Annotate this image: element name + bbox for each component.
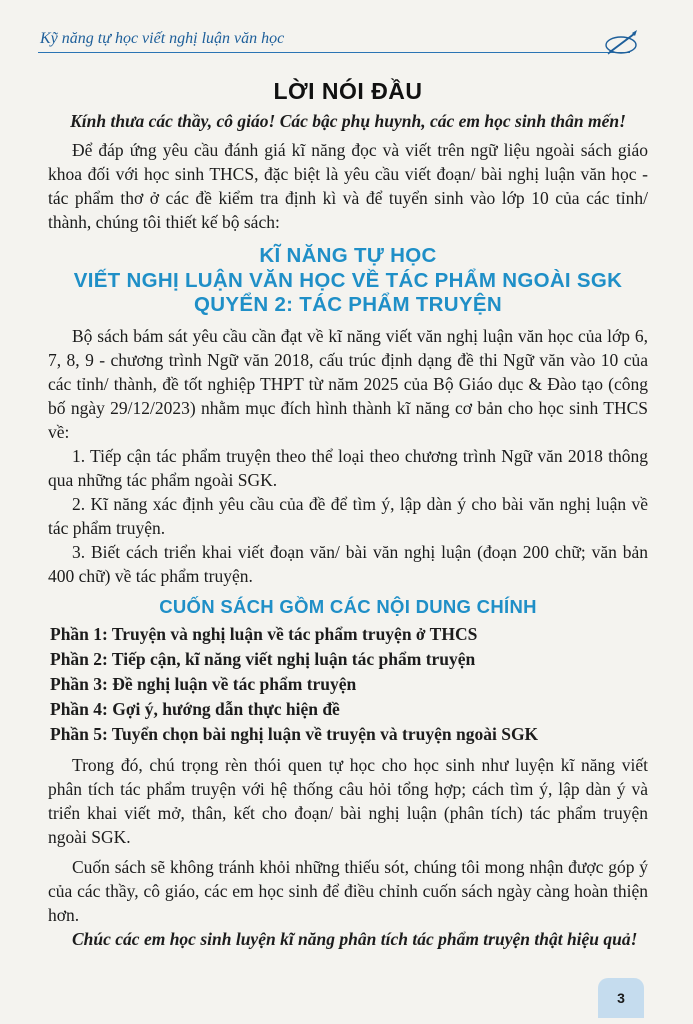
page-title: LỜI NÓI ĐẦU bbox=[273, 78, 423, 104]
goal-item: 3. Biết cách triển khai viết đoạn văn/ bài văn nghị luận (đoạn 200 chữ; văn bản 400 chữ) về tác phẩm truyện. bbox=[48, 541, 648, 586]
pen-note-icon bbox=[604, 28, 640, 58]
focus-paragraph: Trong đó, chú trọng rèn thói quen tự học cho học sinh như luyện kĩ năng viết phân tích tác phẩm truyện với hệ thống câu hỏi tổng hợp; cách tìm ý, lập dàn ý và triển khai viết mở, thân, kết cho đoạn/ bài nghị luận (phân tích) tác phẩm truyện ngoài SGK. bbox=[48, 754, 648, 847]
part-item: Phần 5: Tuyển chọn bài nghị luận về truyện và truyện ngoài SGK bbox=[50, 723, 539, 744]
running-header bbox=[0, 0, 693, 64]
page-number: 3 bbox=[598, 978, 644, 1018]
part-item: Phần 2: Tiếp cận, kĩ năng viết nghị luận tác phẩm truyện bbox=[50, 648, 476, 669]
part-item: Phần 3: Đề nghị luận về tác phẩm truyện bbox=[50, 673, 357, 694]
contents-heading: CUỐN SÁCH GỒM CÁC NỘI DUNG CHÍNH bbox=[159, 595, 537, 617]
goal-item: 2. Kĩ năng xác định yêu cầu của đề để tìm ý, lập dàn ý cho bài văn nghị luận về tác phẩm truyện. bbox=[48, 493, 648, 538]
header-rule bbox=[38, 52, 630, 53]
part-item: Phần 1: Truyện và nghị luận về tác phẩm truyện ở THCS bbox=[50, 623, 478, 644]
apology-paragraph: Cuốn sách sẽ không tránh khỏi những thiếu sót, chúng tôi mong nhận được góp ý của các thầy, cô giáo, các em học sinh để điều chỉnh cuốn sách ngày càng hoàn thiện hơn. bbox=[48, 856, 648, 925]
closing-line: Chúc các em học sinh luyện kĩ năng phân tích tác phẩm truyện thật hiệu quả! bbox=[72, 928, 638, 949]
book-title bbox=[48, 244, 648, 318]
intro-paragraph: Để đáp ứng yêu cầu đánh giá kĩ năng đọc và viết trên ngữ liệu ngoài sách giáo khoa đối với học sinh THCS, đặc biệt là yêu cầu viết đoạn/ bài nghị luận văn học - tác phẩm thơ ở các đề kiểm tra định kì và để tuyển sinh vào lớp 10 của các tỉnh/ thành, chúng tôi thiết kế bộ sách: bbox=[48, 140, 648, 232]
greeting: Kính thưa các thầy, cô giáo! Các bậc phụ huynh, các em học sinh thân mến! bbox=[70, 111, 626, 131]
preface-content bbox=[48, 78, 648, 951]
book-title-line: KĨ NĂNG TỰ HỌC bbox=[259, 244, 437, 267]
part-item: Phần 4: Gợi ý, hướng dẫn thực hiện đề bbox=[50, 698, 340, 719]
running-title: Kỹ năng tự học viết nghị luận văn học bbox=[40, 30, 285, 47]
parts-list bbox=[48, 622, 648, 747]
goal-item: 1. Tiếp cận tác phẩm truyện theo thể loại theo chương trình Ngữ văn 2018 thông qua những tác phẩm ngoài SGK. bbox=[48, 445, 648, 490]
book-title-line: QUYỂN 2: TÁC PHẨM TRUYỆN bbox=[194, 293, 502, 316]
purpose-paragraph: Bộ sách bám sát yêu cầu cần đạt về kĩ năng viết văn nghị luận văn học của lớp 6, 7, 8, 9 - chương trình Ngữ văn 2018, cấu trúc định dạng đề thi Ngữ văn vào 10 của các tỉnh/ thành, đề tốt nghiệp THPT từ năm 2025 của Bộ Giáo dục & Đào tạo (công bố ngày 29/12/2023) nhằm mục đích hình thành kĩ năng cơ bản cho học sinh THCS về: bbox=[48, 325, 648, 442]
book-title-line: VIẾT NGHỊ LUẬN VĂN HỌC VỀ TÁC PHẨM NGOÀI SGK bbox=[73, 268, 623, 292]
